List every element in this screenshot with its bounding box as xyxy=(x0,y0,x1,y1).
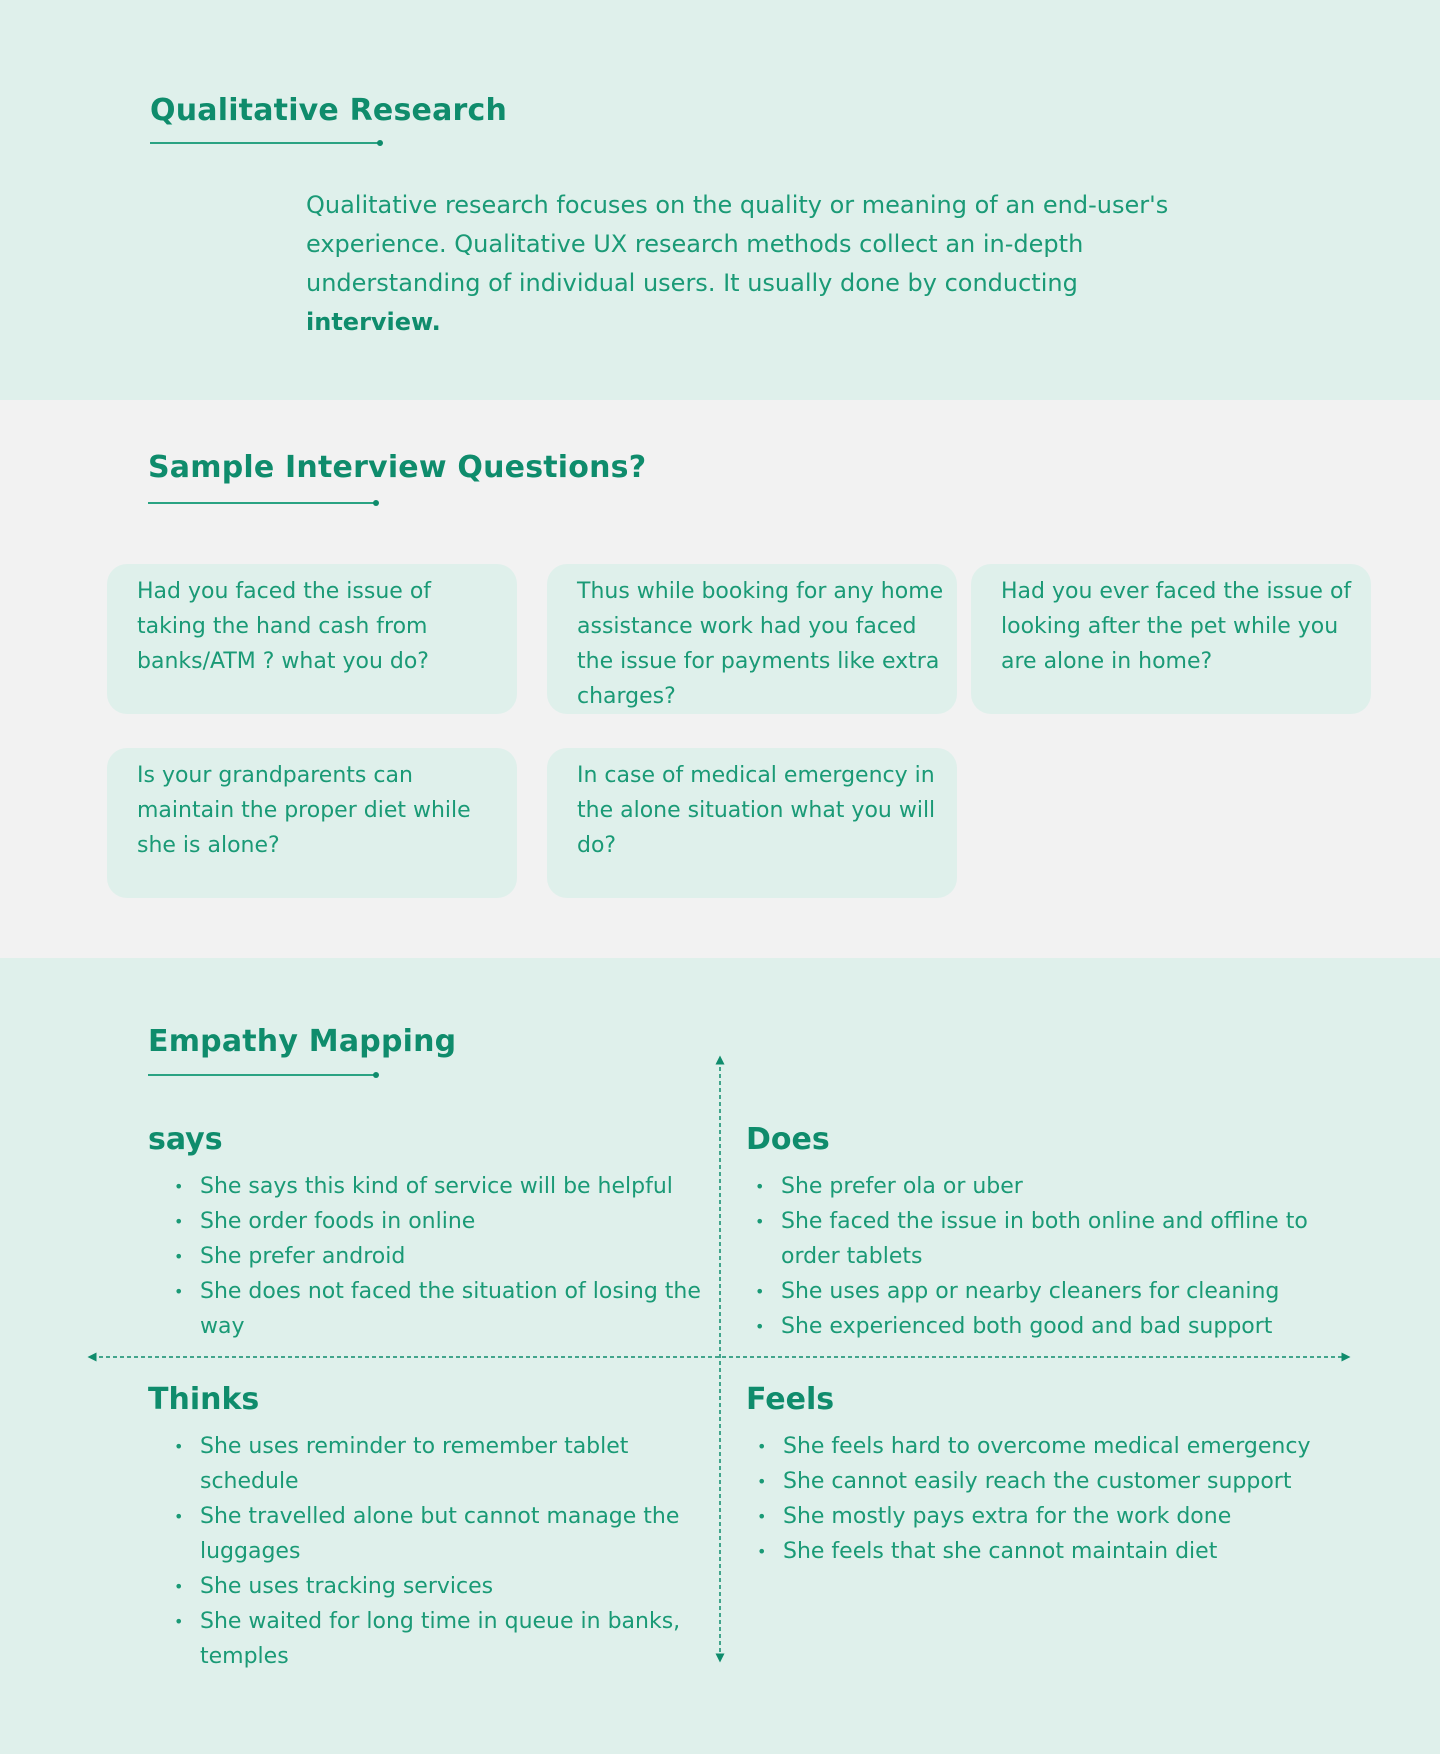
qualitative-research-description xyxy=(306,186,1206,342)
description-emphasis: interview. xyxy=(306,308,441,336)
says-quadrant-title: says xyxy=(148,1122,223,1157)
empathy-mapping-title: Empathy Mapping xyxy=(148,1024,457,1059)
list-item: • She order foods in online xyxy=(174,1204,714,1239)
list-item: • She uses app or nearby cleaners for cleaning xyxy=(755,1274,1315,1309)
list-item: • She does not faced the situation of losing the way xyxy=(174,1274,714,1344)
title-underline xyxy=(148,502,376,504)
description-text: Qualitative research focuses on the quality or meaning of an end-user's experience. Qualitative UX research methods collect an in-depth understanding of individual users. It usually done by conducting xyxy=(306,191,1169,297)
question-card: In case of medical emergency in the alone situation what you will do? xyxy=(547,748,957,898)
list-item: • She prefer android xyxy=(174,1239,714,1274)
question-card: Thus while booking for any home assistance work had you faced the issue for payments like extra charges? xyxy=(547,564,957,714)
title-underline xyxy=(150,142,380,144)
list-item: • She mostly pays extra for the work done xyxy=(757,1499,1317,1534)
thinks-list xyxy=(174,1429,720,1674)
interview-questions-section xyxy=(0,400,1440,958)
list-item: • She uses tracking services xyxy=(174,1569,720,1604)
qualitative-research-title: Qualitative Research xyxy=(150,93,508,128)
title-underline xyxy=(148,1074,376,1076)
list-item: • She cannot easily reach the customer support xyxy=(757,1464,1317,1499)
list-item: • She feels that she cannot maintain diet xyxy=(757,1534,1317,1569)
interview-questions-title: Sample Interview Questions? xyxy=(148,450,647,485)
list-item: • She faced the issue in both online and offline to order tablets xyxy=(755,1204,1315,1274)
question-card: Had you ever faced the issue of looking after the pet while you are alone in home? xyxy=(971,564,1371,714)
list-item: • She waited for long time in queue in banks, temples xyxy=(174,1604,720,1674)
list-item: • She uses reminder to remember tablet schedule xyxy=(174,1429,720,1499)
does-list xyxy=(755,1169,1315,1344)
thinks-quadrant-title: Thinks xyxy=(148,1382,260,1417)
list-item: • She says this kind of service will be helpful xyxy=(174,1169,714,1204)
list-item: • She experienced both good and bad support xyxy=(755,1309,1315,1344)
list-item: • She feels hard to overcome medical emergency xyxy=(757,1429,1317,1464)
list-item: • She travelled alone but cannot manage the luggages xyxy=(174,1499,720,1569)
empathy-mapping-section xyxy=(0,958,1440,1754)
list-item: • She prefer ola or uber xyxy=(755,1169,1315,1204)
question-card: Had you faced the issue of taking the hand cash from banks/ATM ? what you do? xyxy=(107,564,517,714)
feels-list xyxy=(757,1429,1317,1569)
feels-quadrant-title: Feels xyxy=(746,1382,835,1417)
question-card: Is your grandparents can maintain the proper diet while she is alone? xyxy=(107,748,517,898)
qualitative-research-section xyxy=(0,0,1440,400)
says-list xyxy=(174,1169,714,1344)
does-quadrant-title: Does xyxy=(746,1122,830,1157)
